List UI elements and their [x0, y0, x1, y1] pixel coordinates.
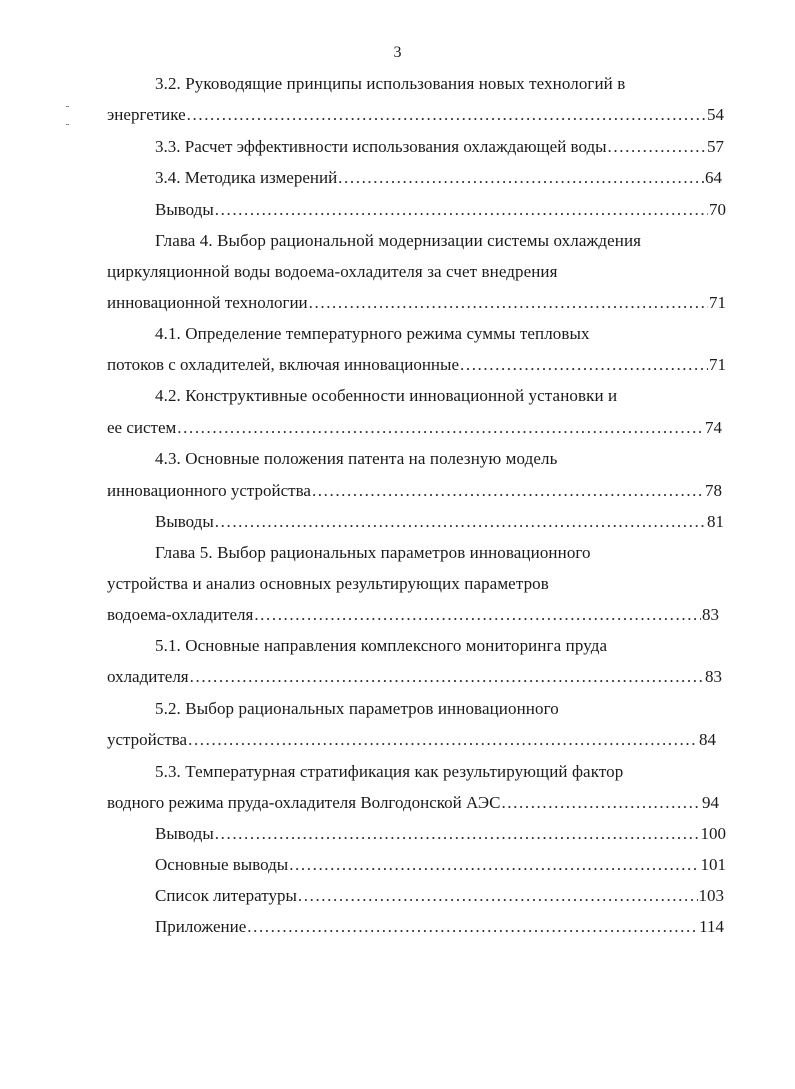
toc-entry-label: инновационного устройства: [107, 481, 311, 500]
toc-entry-references[interactable]: [155, 886, 724, 906]
toc-entry-5-3[interactable]: [107, 793, 719, 813]
toc-entry-page: 78: [705, 481, 722, 500]
dot-leader: [254, 605, 701, 625]
toc-entry-label: 3.3. Расчет эффективности использования охлаждающей воды: [155, 137, 607, 156]
toc-entry-page: 71: [709, 355, 726, 374]
toc-entry-label: водоема-охладителя: [107, 605, 254, 624]
toc-entry-page: 71: [709, 293, 726, 312]
dot-leader: [608, 137, 706, 157]
toc-entry-page: 114: [699, 917, 724, 936]
toc-entry-page: 70: [709, 200, 726, 219]
dot-leader: [312, 481, 704, 501]
toc-entry-3-2-line-1: 3.2. Руководящие принципы использования новых технологий в: [155, 74, 626, 93]
toc-entry-4-3-line-1: 4.3. Основные положения патента на полезную модель: [155, 449, 558, 468]
toc-entry-label: водного режима пруда-охладителя Волгодонской АЭС: [107, 793, 501, 812]
toc-entry-label: ее систем: [107, 418, 177, 437]
toc-entry-5-1-line-1: 5.1. Основные направления комплексного мониторинга пруда: [155, 636, 608, 655]
dot-leader: [215, 824, 700, 844]
toc-entry-page: 100: [700, 824, 726, 843]
toc-entry-4-2[interactable]: [107, 418, 722, 438]
toc-entry-page: 101: [700, 855, 726, 874]
toc-entry-chapter-4[interactable]: [107, 293, 726, 313]
toc-entry-3-3[interactable]: [155, 137, 724, 157]
dot-leader: [187, 105, 706, 125]
dot-leader: [215, 200, 708, 220]
dot-leader: [190, 667, 704, 687]
dot-leader: [247, 917, 698, 937]
toc-entry-label: устройства: [107, 730, 188, 749]
dot-leader: [460, 355, 708, 375]
dot-leader: [188, 730, 698, 750]
toc-entry-5-3-line-1: 5.3. Температурная стратификация как результирующий фактор: [155, 762, 624, 781]
toc-entry-page: 54: [707, 105, 724, 124]
toc-entry-5-1[interactable]: [107, 667, 722, 687]
toc-entry-appendix[interactable]: [155, 917, 724, 937]
toc-entry-chapter-4-line-2: циркуляционной воды водоема-охладителя за счет внедрения: [107, 262, 558, 281]
dot-leader: [338, 168, 704, 188]
toc-entry-main-conclusions[interactable]: [155, 855, 726, 875]
toc-entry-page: 83: [702, 605, 719, 624]
dot-leader: [501, 793, 701, 813]
toc-entry-conclusions-ch5[interactable]: [155, 824, 726, 844]
toc-entry-5-2-line-1: 5.2. Выбор рациональных параметров инновационного: [155, 699, 559, 718]
dot-leader: [289, 855, 699, 875]
scan-mark: [66, 124, 69, 125]
toc-entry-label: 3.4. Методика измерений: [155, 168, 338, 187]
toc-entry-3-2[interactable]: [107, 105, 724, 125]
dot-leader: [215, 512, 706, 532]
toc-entry-page: 94: [702, 793, 719, 812]
toc-entry-page: 103: [698, 886, 724, 905]
toc-entry-4-2-line-1: 4.2. Конструктивные особенности инновационной установки и: [155, 386, 618, 405]
toc-entry-page: 81: [707, 512, 724, 531]
toc-entry-page: 84: [699, 730, 716, 749]
toc-entry-label: Список литературы: [155, 886, 297, 905]
toc-entry-label: потоков с охладителей, включая инновационные: [107, 355, 459, 374]
toc-entry-page: 74: [705, 418, 722, 437]
toc-entry-4-1-line-1: 4.1. Определение температурного режима суммы тепловых: [155, 324, 590, 343]
toc-entry-chapter-4-line-1: Глава 4. Выбор рациональной модернизации системы охлаждения: [155, 231, 642, 250]
toc-entry-chapter-5[interactable]: [107, 605, 719, 625]
toc-entry-label: Выводы: [155, 200, 214, 219]
toc-entry-conclusions-ch4[interactable]: [155, 512, 724, 532]
toc-entry-4-3[interactable]: [107, 481, 722, 501]
toc-entry-label: Выводы: [155, 824, 214, 843]
toc-entry-5-2[interactable]: [107, 730, 716, 750]
page-number: 3: [393, 44, 402, 61]
toc-entry-4-1[interactable]: [107, 355, 726, 375]
toc-entry-page: 57: [707, 137, 724, 156]
toc-entry-conclusions-ch3[interactable]: [155, 200, 726, 220]
toc-entry-page: 83: [705, 667, 722, 686]
toc-entry-page: 64: [705, 168, 722, 187]
dot-leader: [309, 293, 708, 313]
toc-entry-label: Выводы: [155, 512, 214, 531]
toc-entry-3-4[interactable]: [155, 168, 722, 188]
toc-entry-label: энергетике: [107, 105, 186, 124]
toc-entry-chapter-5-line-2: устройства и анализ основных результирующих параметров: [107, 574, 549, 593]
toc-entry-label: Основные выводы: [155, 855, 289, 874]
scan-mark: [66, 106, 69, 107]
toc-entry-label: Приложение: [155, 917, 247, 936]
toc-entry-chapter-5-line-1: Глава 5. Выбор рациональных параметров инновационного: [155, 543, 591, 562]
toc-entry-label: охладителя: [107, 667, 189, 686]
toc-entry-label: инновационной технологии: [107, 293, 308, 312]
dot-leader: [177, 418, 704, 438]
dot-leader: [298, 886, 698, 906]
